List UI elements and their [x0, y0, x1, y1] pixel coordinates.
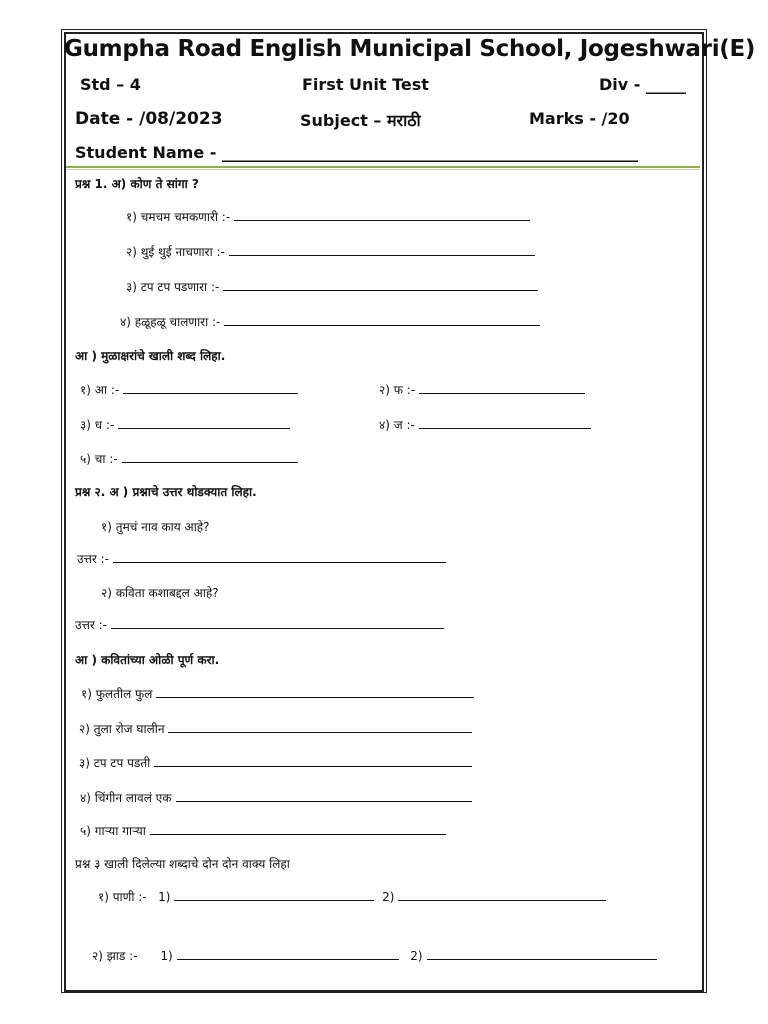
school-title: Gumpha Road English Municipal School, Jogeshwari(E) [64, 36, 756, 62]
q2-a-answer: उत्तर :- [77, 550, 446, 567]
q3-item: २) झाड :- 1) 2) [92, 947, 657, 964]
subject-field: Subject – मराठी [300, 111, 421, 130]
q2-a-answer: उत्तर :- [75, 616, 444, 633]
q1-b-item: २) फ :- [379, 381, 585, 398]
marks-field: Marks - /20 [529, 109, 630, 128]
q2-b-item: ३) टप टप पडती [79, 754, 472, 771]
header-divider-shadow [66, 169, 700, 170]
answer-blank[interactable] [111, 616, 444, 629]
q2-b-item: ५) गाऱ्या गाऱ्या [80, 822, 446, 839]
q1-b-item: ३) ध :- [80, 416, 290, 433]
answer-blank[interactable] [234, 208, 530, 221]
answer-blank[interactable] [176, 789, 472, 802]
answer-blank[interactable] [123, 381, 298, 394]
q1-a-title: प्रश्न 1. अ) कोण ते सांगा ? [75, 177, 199, 191]
std-label: Std – 4 [80, 75, 141, 94]
sentence-blank[interactable] [177, 947, 399, 960]
q1-a-item: ३) टप टप पडणारा :- [126, 278, 538, 295]
sentence-blank[interactable] [398, 888, 606, 901]
answer-blank[interactable] [150, 822, 446, 835]
q1-b-title: आ ) मुळाक्षरांचे खाली शब्द लिहा. [75, 349, 226, 363]
sentence-blank[interactable] [174, 888, 374, 901]
answer-blank[interactable] [118, 416, 290, 429]
answer-blank[interactable] [113, 550, 446, 563]
sentence-blank[interactable] [427, 947, 657, 960]
q2-b-item: १) फुलतील फुल [81, 685, 474, 702]
q1-b-item: १) आ :- [80, 381, 298, 398]
q1-a-item: ४) हळूहळू चालणारा :- [120, 313, 540, 330]
answer-blank[interactable] [419, 416, 591, 429]
q1-a-item: २) थुई थुई नाचणारा :- [126, 243, 535, 260]
answer-blank[interactable] [154, 754, 472, 767]
q2-b-title: आ ) कवितांच्या ओळी पूर्ण करा. [75, 653, 220, 667]
student-name-field: Student Name - ____________________________________________________ [75, 143, 638, 162]
answer-blank[interactable] [419, 381, 585, 394]
q2-a-question: १) तुमचं नाव काय आहे? [101, 520, 210, 534]
q3-title: प्रश्न ३ खाली दिलेल्या शब्दाचे दोन दोन वाक्य लिहा [75, 857, 290, 871]
div-field: Div - _____ [599, 75, 686, 94]
q2-b-item: २) तुला रोज घालीन [79, 720, 472, 737]
q2-b-item: ४) चिंगीन लावलं एक [80, 789, 472, 806]
q2-a-title: प्रश्न २. अ ) प्रश्नाचे उत्तर थोडक्यात लिहा. [75, 485, 257, 499]
q3-item: १) पाणी :- 1) 2) [98, 888, 606, 905]
answer-blank[interactable] [223, 278, 538, 291]
q1-a-item: १) चमचम चमकणारी :- [126, 208, 530, 225]
q2-a-question: २) कविता कशाबद्दल आहे? [101, 586, 219, 600]
header-divider [66, 166, 700, 168]
q1-b-item: ५) चा :- [80, 450, 298, 467]
date-field: Date - /08/2023 [75, 109, 223, 129]
answer-blank[interactable] [229, 243, 535, 256]
answer-blank[interactable] [168, 720, 472, 733]
exam-title: First Unit Test [302, 75, 429, 94]
answer-blank[interactable] [224, 313, 540, 326]
answer-blank[interactable] [122, 450, 298, 463]
answer-blank[interactable] [156, 685, 474, 698]
q1-b-item: ४) ज :- [379, 416, 591, 433]
